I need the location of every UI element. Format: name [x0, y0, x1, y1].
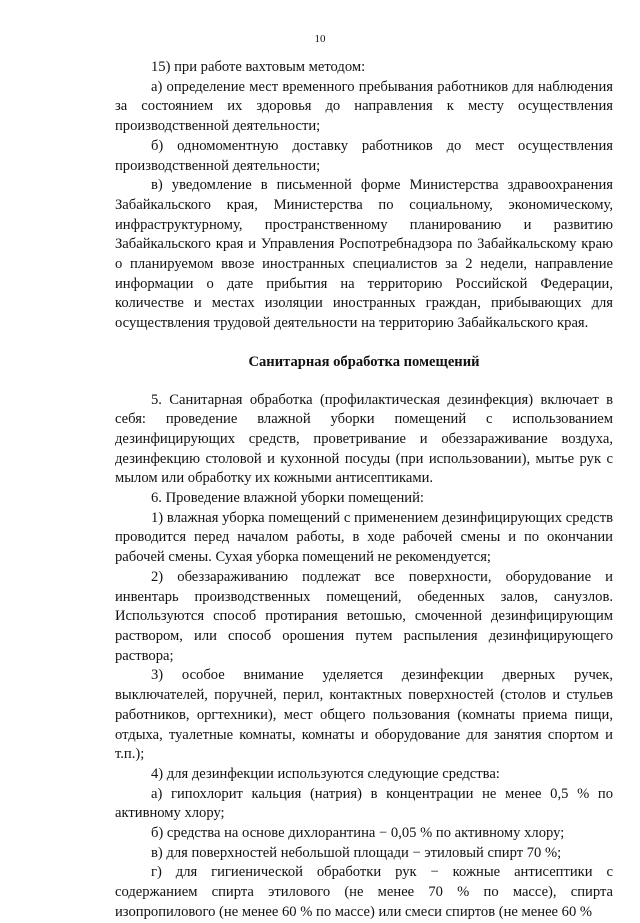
document-body: [115, 58, 613, 923]
item-15-v: в) уведомление в письменной форме Министерства здравоохранения Забайкальского края, Министерства по социальному, экономическому, инфраструктурному, пространственному планированию и развитию Забайкальского края и Управления Роспотребнадзора по Забайкальскому краю о планируемом ввозе иностранных специалистов за 2 недели, направление информации о дате прибытия на территорию Российской Федерации, количестве и местах изоляции иностранных граждан, прибывающих для осуществления трудовой деятельности на территорию Забайкальского края.: [115, 177, 613, 332]
scan-artifact: ·: [112, 896, 114, 901]
item-6-4: 4) для дезинфекции используются следующие средства:: [151, 765, 500, 782]
item-6: 6. Проведение влажной уборки помещений:: [151, 490, 424, 507]
item-15-b: б) одномоментную доставку работников до мест осуществления производственной деятельности;: [115, 137, 613, 174]
item-6-4-g: г) для гигиенической обработки рук − кожные антисептики с содержанием спирта этилового (не менее 70 % по массе), спирта изопропилового (не менее 60 % по массе) или смеси спиртов (не менее 60 %: [115, 864, 613, 920]
item-6-4-v: в) для поверхностей небольшой площади − этиловый спирт 70 %;: [151, 844, 562, 861]
item-6-2: 2) обеззараживанию подлежат все поверхности, оборудование и инвентарь производственных помещений, обеденных залов, санузлов. Используются способ протирания ветошью, смоченной дезинфицирующим раствором, или способ орошения путем распыления дезинфицирующего раствора;: [115, 568, 613, 664]
item-6-1: 1) влажная уборка помещений с применением дезинфицирующих средств проводится перед началом работы, в ходе рабочей смены и по окончании рабочей смены. Сухая уборка помещений не рекомендуется;: [115, 509, 613, 566]
item-6-4-b: б) средства на основе дихлорантина − 0,05 % по активному хлору;: [151, 825, 565, 842]
item-15: 15) при работе вахтовым методом:: [151, 59, 366, 75]
item-6-4-a: а) гипохлорит кальция (натрия) в концентрации не менее 0,5 % по активному хлору;: [115, 785, 613, 822]
item-6-3: 3) особое внимание уделяется дезинфекции дверных ручек, выключателей, поручней, перил, контактных поверхностей (столов и стульев работников, оргтехники), мест общего пользования (комнаты приема пищи, отдыха, туалетные комнаты, комнаты и оборудование для занятия спортом и т.п.);: [115, 667, 613, 763]
item-5: 5. Санитарная обработка (профилактическая дезинфекция) включает в себя: проведение влажной уборки помещений с использованием дезинфицирующих средств, проветривание и обеззараживание воздуха, дезинфекцию столовой и кухонной посуды (при использовании), мытье рук с мылом или обработку их кожными антисептиками.: [115, 391, 613, 487]
item-15-a: а) определение мест временного пребывания работников для наблюдения за состоянием их здоровья до направления к месту осуществления производственной деятельности;: [115, 78, 613, 135]
section-heading: Санитарная обработка помещений: [248, 353, 480, 370]
page-number: 10: [314, 33, 326, 45]
